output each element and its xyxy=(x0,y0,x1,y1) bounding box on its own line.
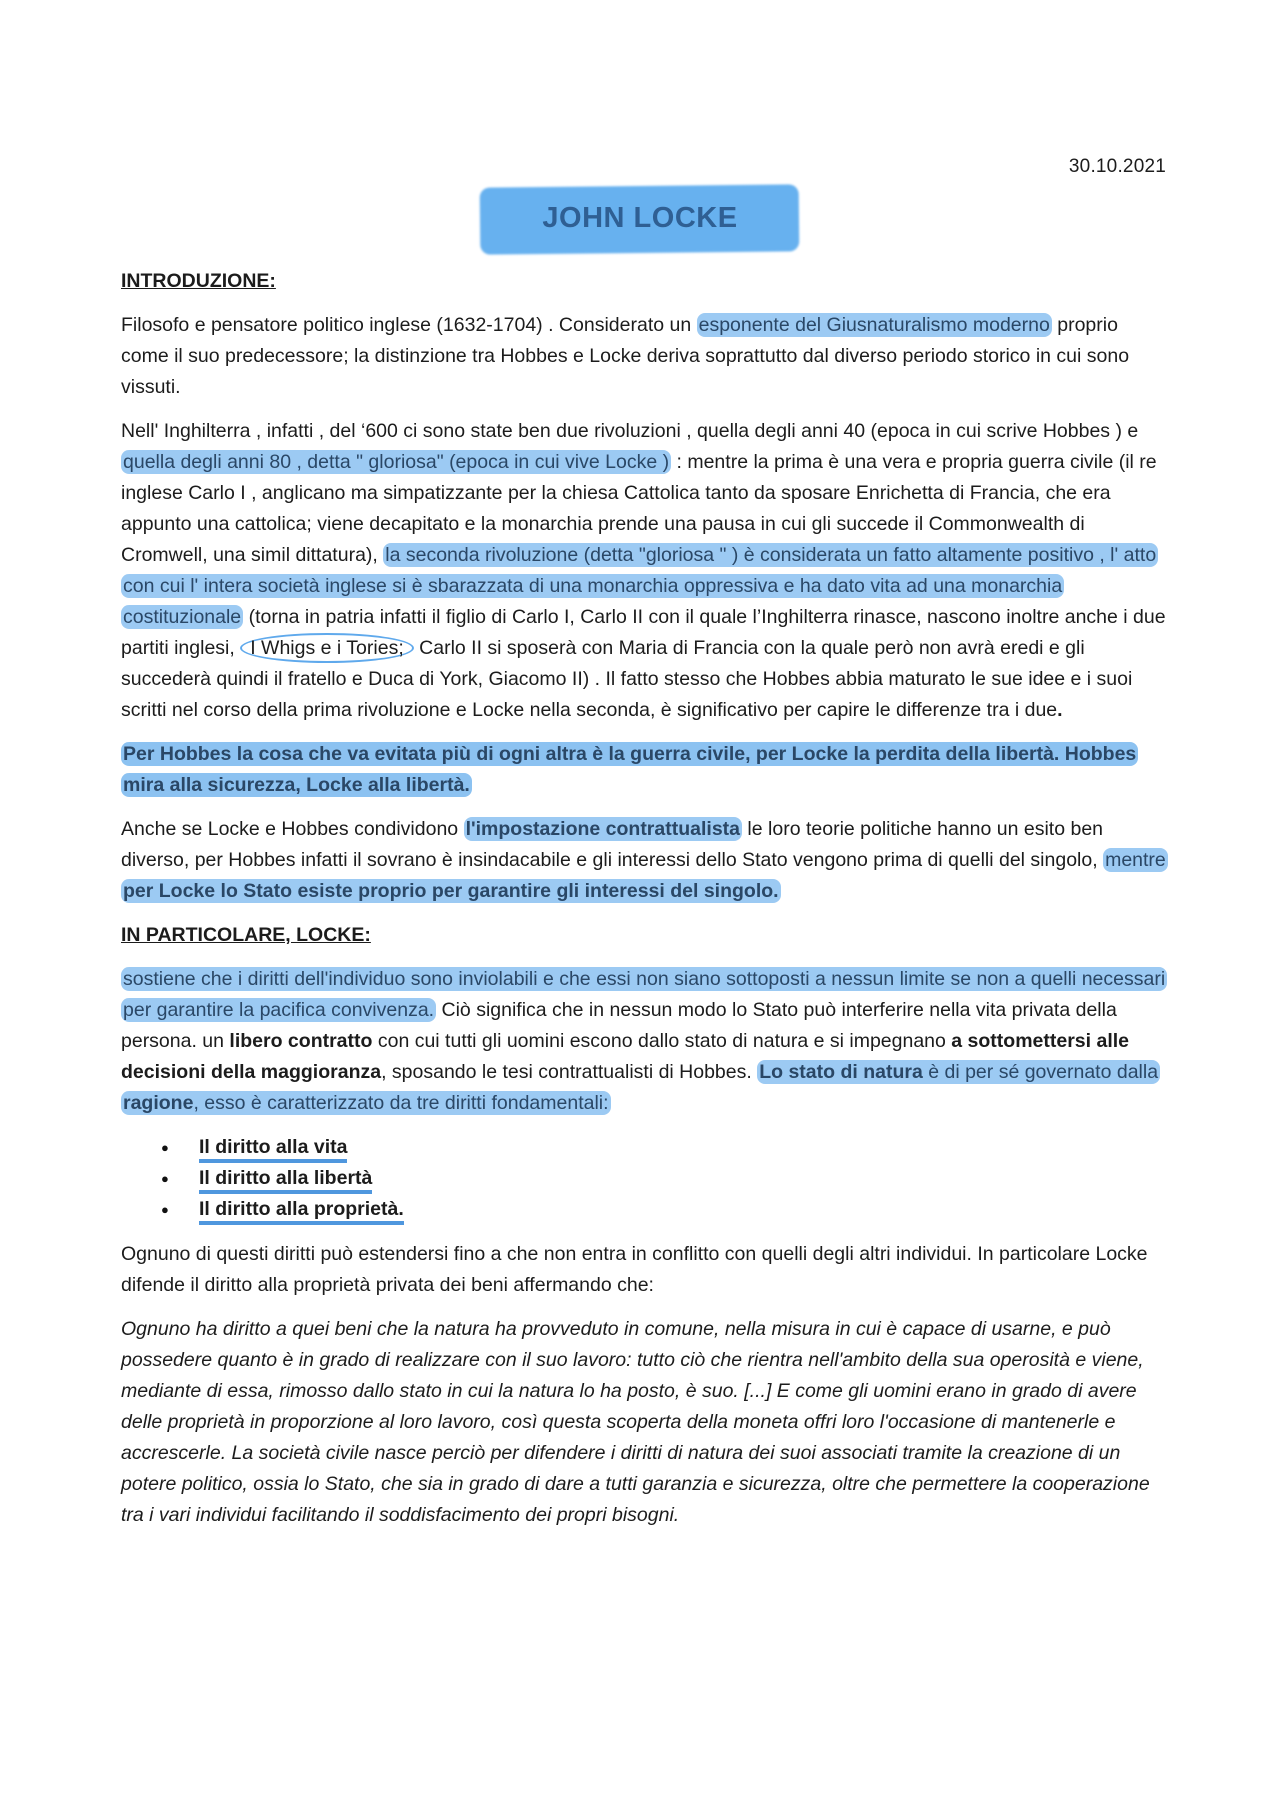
text-span: , sposando le tesi contrattualisti di Hobbes. xyxy=(381,1061,758,1083)
intro-paragraph-1 xyxy=(121,310,1169,403)
section-heading-particolare: IN PARTICOLARE, LOCKE: xyxy=(121,924,371,946)
intro-paragraph-2 xyxy=(121,416,1169,726)
bold-maggioranza: a sottomettersi alle decisioni della maggioranza xyxy=(121,1030,1130,1083)
text-span: Ciò significa che in nessun modo lo Stato può interferire nella vita privata della persona. un xyxy=(121,999,1117,1052)
text-span: ragione xyxy=(123,1092,194,1114)
highlight-contrattualista: l'impostazione contrattualista xyxy=(465,818,741,840)
text-span: Anche se Locke e Hobbes condividono xyxy=(121,818,464,840)
text-span: proprio come il suo predecessore; la distinzione tra Hobbes e Locke deriva soprattutto dal diverso periodo storico in cui sono vissuti. xyxy=(121,314,1130,398)
highlight-hobbes-vs-locke: Per Hobbes la cosa che va evitata più di ogni altra è la guerra civile, per Locke la perdita della libertà. Hobbes mira alla sicurezza, Locke alla libertà. xyxy=(123,743,1137,796)
rights-list xyxy=(161,1132,1169,1225)
right-proprieta: Il diritto alla proprietà. xyxy=(199,1198,404,1225)
particolare-paragraph-1 xyxy=(121,964,1169,1119)
section-heading-introduzione: INTRODUZIONE: xyxy=(121,270,276,292)
page-title: JOHN LOCKE xyxy=(480,186,799,253)
document-body xyxy=(121,266,1169,1544)
text-span: è di per sé governato dalla xyxy=(922,1061,1159,1083)
text-span: (torna in patria infatti il figlio di Carlo I, Carlo II con il quale l’Inghilterra rinasce, nascono inoltre anche i due partiti inglesi, xyxy=(121,606,1166,659)
text-span: : mentre la prima è una vera e propria guerra civile (il re inglese Carlo I , anglicano ma simpatizzante per la chiesa Cattolica tanto da sposare Enrichetta di Francia, che era appunto una cattolica; viene decapitato e la monarchia prende una pausa in cui gli succede il Commonwealth di Cromwell, una simil dittatura), xyxy=(121,451,1157,566)
text-span: per Locke lo Stato esiste proprio per garantire gli interessi del singolo. xyxy=(123,880,779,902)
right-vita: Il diritto alla vita xyxy=(199,1136,347,1163)
bold-libero-contratto: libero contratto xyxy=(229,1030,373,1052)
intro-paragraph-3 xyxy=(121,739,1169,801)
text-span: mentre xyxy=(1105,849,1166,871)
text-span: , esso è caratterizzato da tre diritti fondamentali: xyxy=(193,1092,609,1114)
list-item xyxy=(161,1163,1169,1194)
list-item xyxy=(161,1132,1169,1163)
circled-whigs-tories: I Whigs e i Tories; xyxy=(240,633,414,663)
right-liberta: Il diritto alla libertà xyxy=(199,1167,372,1194)
text-span: Nell' Inghilterra , infatti , del ‘600 ci sono state ben due rivoluzioni , quella degli anni 40 (epoca in cui scrive Hobbes ) e xyxy=(121,420,1139,442)
list-item xyxy=(161,1194,1169,1225)
highlight-seconda-rivoluzione: la seconda rivoluzione (detta "gloriosa " ) è considerata un fatto altamente positivo , l' atto con cui l' intera società inglese si è sbarazzata di una monarchia oppressiva e ha dato vita ad una monarchia costituzionale xyxy=(123,544,1157,628)
particolare-paragraph-2: Ognuno di questi diritti può estendersi fino a che non entra in conflitto con quelli degli altri individui. In particolare Locke difende il diritto alla proprietà privata dei beni affermando che: xyxy=(121,1243,1148,1296)
text-span: Lo stato di natura xyxy=(759,1061,923,1083)
text-span: . xyxy=(1057,699,1063,721)
text-span: le loro teorie politiche hanno un esito ben diverso, per Hobbes infatti il sovrano è insindacabile e gli interessi dello Stato vengono prima di quelli del singolo, xyxy=(121,818,1104,871)
locke-quote: Ognuno ha diritto a quei beni che la natura ha provveduto in comune, nella misura in cui è capace di usarne, e può possedere quanto è in grado di realizzare con il suo lavoro: tutto ciò che rientra nell'ambito della sua operosità e viene, mediante di essa, rimosso dallo stato in cui la natura lo ha posto, è suo. [...] E come gli uomini erano in grado di avere delle proprietà in proporzione al loro lavoro, così questa scoperta della moneta offri loro l'occasione di mantenerle e accrescerle. La società civile nasce perciò per difendere i diritti di natura dei suoi associati tramite la creazione di un potere politico, ossia lo Stato, che sia in grado di dare a tutti garanzia e sicurezza, oltre che permettere la cooperazione tra i vari individui facilitando il soddisfacimento dei propri bisogni. xyxy=(121,1318,1150,1526)
highlight-rivoluzione-gloriosa: quella degli anni 80 , detta " gloriosa" (epoca in cui vive Locke ) xyxy=(123,451,670,473)
intro-paragraph-4 xyxy=(121,814,1169,907)
highlight-giusnaturalismo: esponente del Giusnaturalismo moderno xyxy=(698,314,1050,336)
text-span: con cui tutti gli uomini escono dallo stato di natura e si impegnano xyxy=(372,1030,952,1052)
text-span: Filosofo e pensatore politico inglese (1632-1704) . Considerato un xyxy=(121,314,697,336)
text-span: Carlo II si sposerà con Maria di Francia con la quale però non avrà eredi e gli succederà quindi il fratello e Duca di York, Giacomo II) . Il fatto stesso che Hobbes abbia maturato le sue idee e i suoi scritti nel corso della prima rivoluzione e Locke nella seconda, è significativo per capire le differenze tra i due xyxy=(121,637,1133,721)
title-container xyxy=(0,186,1280,253)
highlight-diritti-inviolabili: sostiene che i diritti dell'individuo sono inviolabili e che essi non siano sottoposti a nessun limite se non a quelli necessari per garantire la pacifica convivenza. xyxy=(123,968,1166,1021)
document-date: 30.10.2021 xyxy=(1068,156,1166,177)
